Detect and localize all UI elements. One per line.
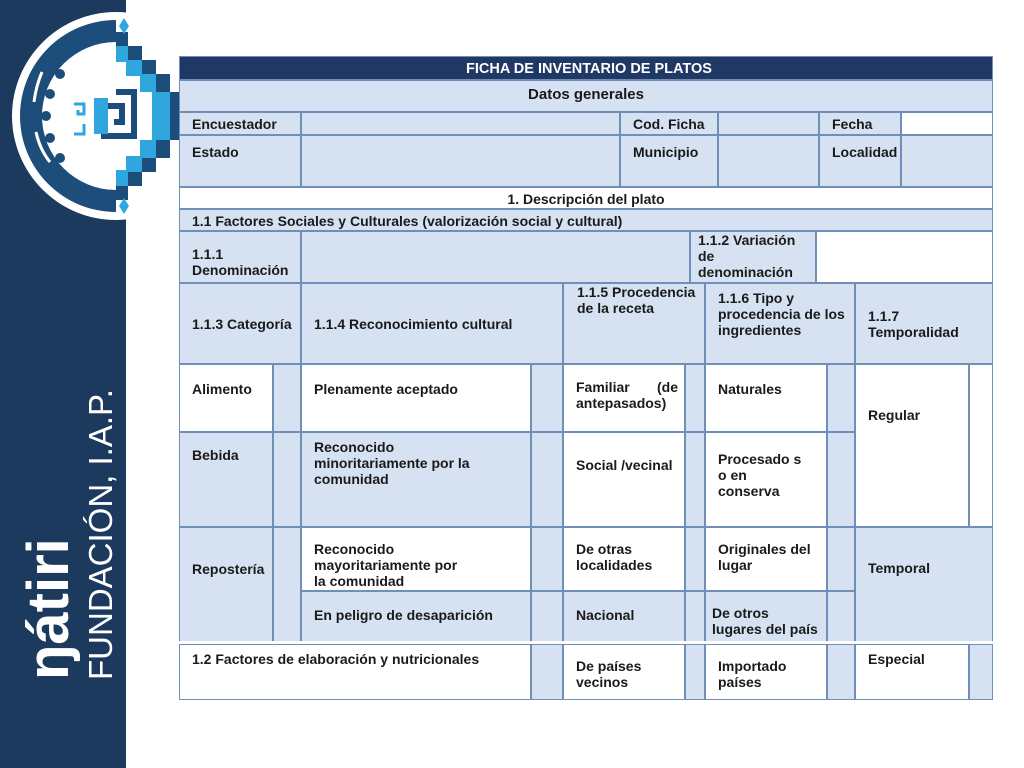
checkbox-naturales[interactable] — [827, 364, 855, 432]
checkbox-otras-localidades[interactable] — [685, 527, 705, 591]
temporalidad-regular: Regular — [855, 364, 969, 527]
ingredientes-naturales: Naturales — [705, 364, 827, 432]
fecha-label: Fecha — [819, 112, 901, 135]
variacion-field[interactable] — [816, 231, 993, 283]
checkbox-plenamente[interactable] — [531, 364, 563, 432]
checkbox-minoritario[interactable] — [531, 432, 563, 527]
reconocimiento-plenamente: Plenamente aceptado — [301, 364, 531, 432]
procedencia-nacional: Nacional — [563, 591, 685, 642]
fecha-field[interactable] — [901, 112, 993, 135]
estado-field[interactable] — [301, 135, 620, 187]
reconocimiento-peligro: En peligro de desaparición — [301, 591, 531, 642]
checkbox-nacional[interactable] — [685, 591, 705, 642]
reconocimiento-mayoritario: Reconocido mayoritariamente por la comunidad — [301, 527, 531, 591]
procedencia-paises-vecinos: De países vecinos — [563, 644, 685, 700]
checkbox-familiar[interactable] — [685, 364, 705, 432]
municipio-field[interactable] — [718, 135, 819, 187]
section-1-2-heading: 1.2 Factores de elaboración y nutricionales — [179, 644, 531, 700]
ingredientes-otros-lugares: De otros lugares del país — [705, 591, 827, 642]
checkbox-otros-lugares[interactable] — [827, 591, 855, 642]
encuestador-field[interactable] — [301, 112, 620, 135]
checkbox-mayoritario[interactable] — [531, 527, 563, 591]
ingredientes-procesados: Procesado s o en conserva — [705, 432, 827, 527]
procedencia-social: Social /vecinal — [563, 432, 685, 527]
procedencia-familiar: Familiar (de antepasados) — [563, 364, 685, 432]
variacion-label: 1.1.2 Variación de denominación — [690, 231, 816, 283]
checkbox-regular[interactable] — [969, 364, 993, 527]
brand-subtitle: FUNDACIÓN, I.A.P. — [82, 389, 119, 680]
ingredientes-originales: Originales del lugar — [705, 527, 827, 591]
temporalidad-temporal: Temporal — [855, 527, 993, 642]
localidad-field[interactable] — [901, 135, 993, 187]
inventory-form — [179, 56, 993, 700]
checkbox-importado[interactable] — [827, 644, 855, 700]
section-1-heading: 1. Descripción del plato — [179, 187, 993, 209]
encuestador-label: Encuestador — [179, 112, 301, 135]
cod-ficha-label: Cod. Ficha — [620, 112, 718, 135]
checkbox-bebida[interactable] — [273, 432, 301, 527]
checkbox-especial[interactable] — [969, 644, 993, 700]
categoria-reposteria: Repostería — [179, 527, 273, 642]
form-title: FICHA DE INVENTARIO DE PLATOS — [179, 56, 993, 80]
header-reconocimiento: 1.1.4 Reconocimiento cultural — [301, 283, 563, 364]
header-procedencia: 1.1.5 Procedencia de la receta — [563, 283, 705, 364]
denominacion-label: 1.1.1 Denominación — [179, 231, 301, 283]
checkbox-paises-vecinos[interactable] — [685, 644, 705, 700]
estado-label: Estado — [179, 135, 301, 187]
checkbox-social[interactable] — [685, 432, 705, 527]
municipio-label: Municipio — [620, 135, 718, 187]
checkbox-alimento[interactable] — [273, 364, 301, 432]
categoria-bebida: Bebida — [179, 432, 273, 527]
section-1-1-heading: 1.1 Factores Sociales y Culturales (valorización social y cultural) — [179, 209, 993, 231]
brand-name: ŋátiri — [16, 538, 81, 680]
checkbox-originales[interactable] — [827, 527, 855, 591]
reconocimiento-minoritario: Reconocido minoritariamente por la comunidad — [301, 432, 531, 527]
general-data-heading: Datos generales — [179, 80, 993, 112]
header-ingredientes: 1.1.6 Tipo y procedencia de los ingredientes — [705, 283, 855, 364]
header-categoria: 1.1.3 Categoría — [179, 283, 301, 364]
checkbox-reposteria[interactable] — [273, 527, 301, 642]
denominacion-field[interactable] — [301, 231, 690, 283]
checkbox-procesados[interactable] — [827, 432, 855, 527]
header-temporalidad: 1.1.7 Temporalidad — [855, 283, 993, 364]
checkbox-peligro[interactable] — [531, 591, 563, 642]
checkbox-section-1-2[interactable] — [531, 644, 563, 700]
localidad-label: Localidad — [819, 135, 901, 187]
cod-ficha-field[interactable] — [718, 112, 819, 135]
categoria-alimento: Alimento — [179, 364, 273, 432]
ingredientes-importado: Importado países — [705, 644, 827, 700]
procedencia-otras-localidades: De otras localidades — [563, 527, 685, 591]
brand-wordmark — [16, 380, 126, 700]
temporalidad-especial: Especial — [855, 644, 969, 700]
